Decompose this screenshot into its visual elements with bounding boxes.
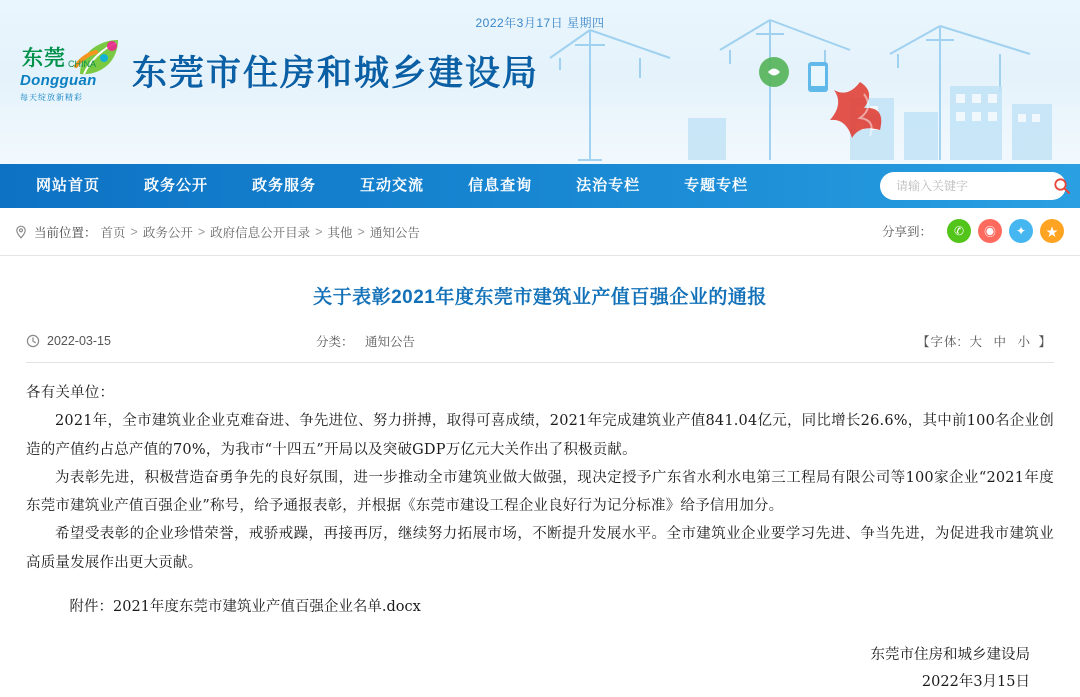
search-box[interactable] [880,172,1066,200]
search-icon[interactable] [1053,176,1071,196]
breadcrumb-item-other[interactable]: 其他 [327,225,353,240]
nav-item-government-services[interactable]: 政务服务 [252,177,317,194]
nav-item-special-columns[interactable]: 专题专栏 [684,177,749,194]
search-input[interactable] [894,178,1053,194]
site-logo[interactable] [16,34,539,108]
breadcrumb-item-disclosure-directory[interactable]: 政府信息公开目录 [210,225,311,240]
breadcrumb-item-notice: 通知公告 [369,225,420,240]
article-date-wrap [26,334,111,348]
location-pin-icon [14,225,28,239]
share-favorite-icon[interactable]: ★ [1040,219,1064,243]
article-attachment[interactable]: 附件：2021年度东莞市建筑业产值百强企业名单.docx [69,598,421,615]
article-paragraph-salutation: 各有关单位： [26,385,115,401]
font-size-control [917,332,1052,350]
article-date: 2022-03-15 [47,333,111,348]
logo-en-text: Dongguan [20,72,97,89]
article-paragraph-3: 希望受表彰的企业珍惜荣誉，戒骄戒躁，再接再厉，继续努力拓展市场，不断提升发展水平。全市建筑业企业要学习先进、争当先进，为促进我市建筑业高质量发展作出更大贡献。 [26,526,1054,571]
font-size-large[interactable]: 大 [969,334,983,349]
main-navigation [0,164,1080,208]
article-body [26,379,1054,577]
share-qq-icon[interactable]: ✦ [1009,219,1033,243]
breadcrumb-separator: > [315,224,323,239]
logo-mark-icon [16,34,120,108]
nav-item-information-query[interactable]: 信息查询 [468,177,533,194]
logo-cn-text: 东莞 CHINA [22,47,97,70]
article-meta [26,319,1054,363]
breadcrumb-item-home[interactable]: 首页 [100,225,126,240]
breadcrumb [14,223,420,241]
header-date: 2022年3月17日 星期四 [475,16,605,30]
share-label: 分享到： [881,225,932,239]
site-header [0,0,1080,164]
nav-item-home[interactable]: 网站首页 [36,177,101,194]
clock-icon [26,334,40,348]
breadcrumb-separator: > [130,224,138,239]
article-title: 关于表彰2021年度东莞市建筑业产值百强企业的通报 [313,287,767,308]
article-paragraph-2: 为表彰先进，积极营造奋勇争先的良好氛围，进一步推动全市建筑业做大做强，现决定授予广东省水利水电第三工程局有限公司等100家企业“2021年度东莞市建筑业产值百强企业”称号，给予通报表彰，并根据《东莞市建设工程企业良好行为记分标准》给予信用加分。 [26,469,1054,515]
article [0,282,1080,697]
share-weibo-icon[interactable]: ◉ [978,219,1002,243]
site-title: 东莞市住房和城乡建设局 [132,54,540,93]
font-size-label: 【字体: [917,334,962,349]
nav-item-interaction[interactable]: 互动交流 [360,177,425,194]
font-size-close: 】 [1038,334,1052,349]
share-bar [882,219,1064,243]
share-wechat-icon[interactable]: ✆ [947,219,971,243]
nav-item-rule-of-law[interactable]: 法治专栏 [576,177,641,194]
signature-organization: 东莞市住房和城乡建设局 [870,646,1030,663]
breadcrumb-separator: > [357,224,365,239]
logo-slogan: 每天绽放新精彩 [20,93,83,102]
signature-date: 2022年3月15日 [921,674,1030,691]
article-category [316,332,415,350]
font-size-small[interactable]: 小 [1017,334,1031,349]
nav-item-government-affairs[interactable]: 政务公开 [144,177,209,194]
breadcrumb-item-government-affairs[interactable]: 政务公开 [142,225,193,240]
article-paragraph-1: 2021年，全市建筑业企业克难奋进、争先进位、努力拼搏，取得可喜成绩，2021年完成建筑业产值841.04亿元，同比增长26.6%，其中前100名企业创造的产值约占总产值的70%，为我市“十四五”开局以及突破GDP万亿元大关作出了积极贡献。 [26,413,1054,458]
breadcrumb-bar [0,208,1080,256]
article-category-label: 分类： [316,334,354,349]
article-signature [26,642,1054,697]
breadcrumb-separator: > [197,224,206,239]
breadcrumb-label: 当前位置： [34,225,97,240]
article-category-value: 通知公告 [365,334,416,349]
font-size-medium[interactable]: 中 [993,334,1007,349]
